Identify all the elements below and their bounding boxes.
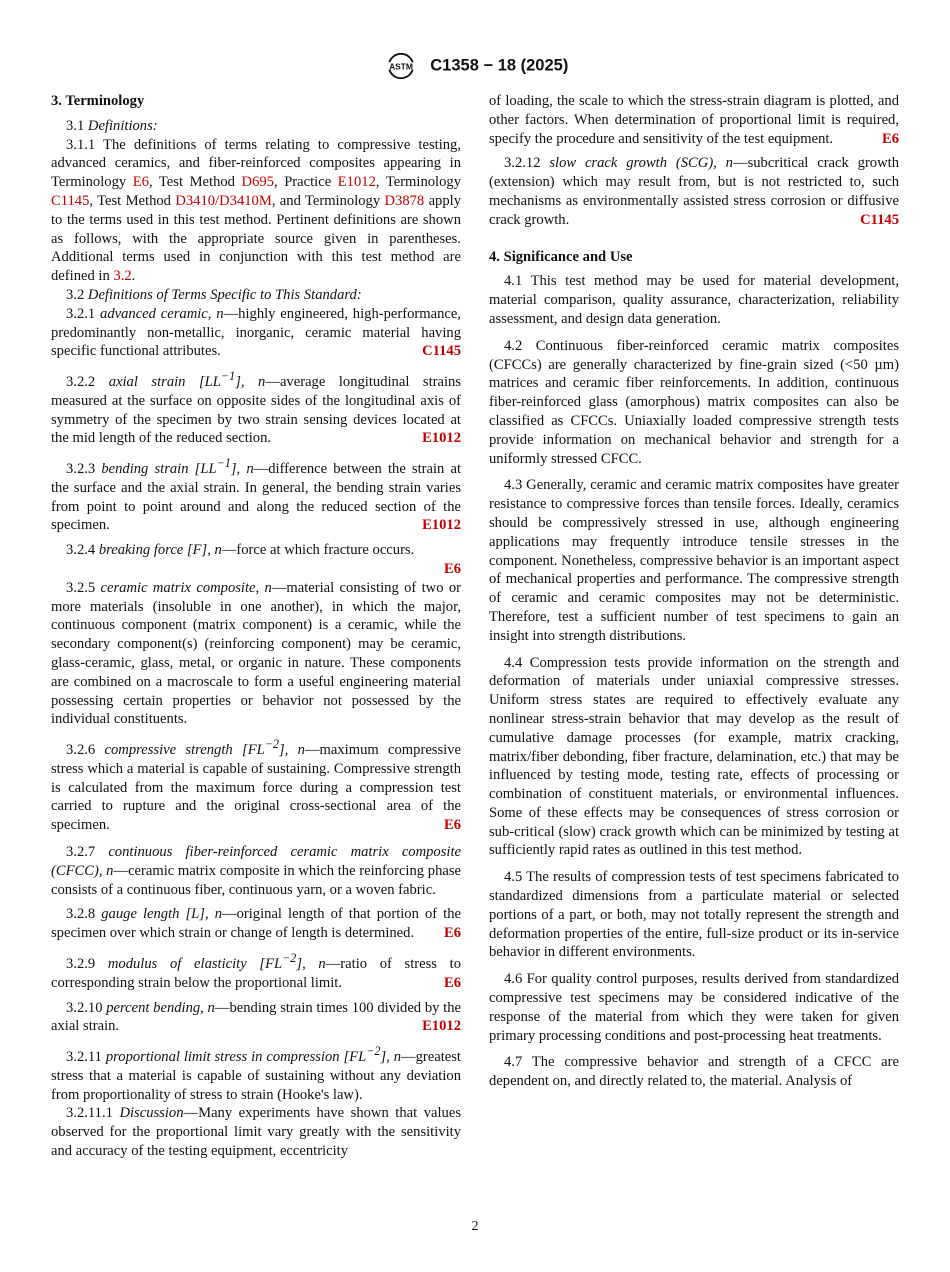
ref-link[interactable]: E1012 bbox=[422, 517, 461, 534]
ref-link[interactable]: C1145 bbox=[860, 211, 899, 228]
ref-link[interactable]: E6 bbox=[443, 817, 461, 834]
definition-3-2-11: 3.2.11 proportional limit stress in compression $[FL^{-2}]$, n—greatest stress that a material is capable of sustaining without any deviation from proportionality of stress to strain (Hooke's law). bbox=[51, 1044, 461, 1103]
definition-3-2-4: 3.2.4 breaking force [F], n—force at which fracture occurs. E6 bbox=[66, 542, 461, 578]
definition-3-2-11-1: 3.2.11.1 Discussion—Many experiments have shown that values observed for the proportional limit vary greatly with the sensitivity and accuracy of the testing equipment, eccentricity bbox=[51, 1105, 461, 1159]
standard-designation: C1358 − 18 (2025) bbox=[430, 56, 569, 75]
paragraph-3-1: 3.1 Definitions: bbox=[66, 117, 158, 134]
definition-3-2-12: 3.2.12 slow crack growth (SCG), n—subcritical crack growth (extension) which may result from, but is not restricted to, such mechanisms as environmentally assisted stress corrosion or diffusive crack growth. C1145 bbox=[489, 155, 899, 228]
ref-link[interactable]: D695 bbox=[241, 174, 274, 191]
paragraph-4-6: 4.6 For quality control purposes, results derived from standardized compressive test specimens may be considered indicative of the response of the material from which they were taken for given primary processing conditions and post-processing heat treatments. bbox=[489, 971, 899, 1044]
ref-link[interactable]: 3.2 bbox=[113, 268, 132, 285]
page-header bbox=[0, 51, 950, 81]
definition-3-2-5: 3.2.5 ceramic matrix composite, n—material consisting of two or more materials (insoluble in one another), in which the major, continuous component (matrix component) is a ceramic, while the secondary component(s) (reinforcing component) may be ceramic, glass-ceramic, glass, metal, or organic in nature. These components are combined on a macroscale to form a useful engineering material possessing certain properties or behavior not possessed by the individual constituents. bbox=[51, 579, 461, 728]
ref-link[interactable]: C1145 bbox=[51, 192, 90, 209]
section-heading-significance: 4. Significance and Use bbox=[489, 248, 633, 265]
definition-3-2-10: 3.2.10 percent bending, n—bending strain times 100 divided by the axial strain. E1012 bbox=[51, 999, 461, 1035]
page-number: 2 bbox=[471, 1219, 479, 1234]
paragraph-4-5: 4.5 The results of compression tests of test specimens fabricated to standardized dimensions from a particulate material or selected portions of a part, or both, may not totally represent the strength and deformation properties of the entire, full-size product or its in-service behavior in different environments. bbox=[489, 869, 899, 961]
left-column bbox=[51, 92, 461, 1161]
ref-link[interactable]: E6 bbox=[443, 925, 461, 942]
definition-3-2-6: 3.2.6 compressive strength $[FL^{-2}]$, n—maximum compressive stress which a material is capable of sustaining. Compressive strength is calculated from the maximum force during a compression test carried to rupture and the original cross-sectional area of the specimen. E6 bbox=[51, 737, 461, 834]
paragraph-4-3: 4.3 Generally, ceramic and ceramic matrix composites have greater resistance to compressive forces than tensile forces. Ideally, ceramics should be compressively stressed in use, although engineering applications may frequently introduce tensile stresses in the component. Nonetheless, compressive behavior is an important aspect of mechanical properties and performance. The compressive strength of ceramic and ceramic composites may not be deterministic. Therefore, test a sufficient number of test specimens to gain an insight into strength distributions. bbox=[489, 477, 899, 644]
definition-3-2-3: 3.2.3 bending strain $[LL^{-1}]$, n—difference between the strain at the surface and the axial strain. In general, the bending strain varies from point to point around and along the reduced section of the specimen. E1012 bbox=[51, 456, 462, 534]
definition-3-2-9: 3.2.9 modulus of elasticity $[FL^{-2}]$, n—ratio of stress to corresponding strain below the proportional limit. E6 bbox=[51, 951, 461, 991]
right-column bbox=[489, 92, 899, 1091]
ref-link[interactable]: E1012 bbox=[422, 430, 461, 447]
definition-3-2-7: 3.2.7 continuous fiber-reinforced ceramic matrix composite (CFCC), n—ceramic matrix composite in which the reinforcing phase consists of a continuous fiber, continuous yarn, or a woven fabric. bbox=[51, 844, 461, 898]
definition-3-2-2: 3.2.2 axial strain $[LL^{-1}]$, n—average longitudinal strains measured at the surface on opposite sides of the longitudinal axis of symmetry of the specimen by two strain sensing devices located at the mid length of the reduced section. E1012 bbox=[51, 369, 461, 447]
svg-text:ASTM: ASTM bbox=[388, 61, 413, 72]
ref-link[interactable]: C1145 bbox=[422, 343, 461, 360]
paragraph-3-1-1: 3.1.1 The definitions of terms relating to compressive testing, advanced ceramics, and fiber-reinforced composites appearing in Terminology E6, Test Method D695, Practice E1012, Terminology C1145, Test Method D3410/D3410M, and Terminology D3878 apply to the terms used in this test method. Pertinent definitions are shown as follows, with the appropriate source given in parentheses. Additional terms used in conjunction with this test method are defined in 3.2. bbox=[51, 136, 461, 285]
ref-link[interactable]: E1012 bbox=[337, 174, 376, 191]
ref-link[interactable]: D3410/D3410M bbox=[175, 192, 272, 209]
astm-logo-icon bbox=[382, 51, 420, 81]
ref-link[interactable]: E6 bbox=[881, 130, 899, 147]
definition-3-2-1: 3.2.1 advanced ceramic, n—highly engineered, high-performance, predominantly non-metallic, inorganic, ceramic material having specific functional attributes. C1145 bbox=[51, 305, 461, 360]
ref-link[interactable]: E6 bbox=[443, 561, 461, 578]
paragraph-3-2: 3.2 Definitions of Terms Specific to This Standard: bbox=[66, 286, 362, 303]
paragraph-4-1: 4.1 This test method may be used for material development, material comparison, quality assurance, characterization, reliability assessment, and design data generation. bbox=[489, 273, 899, 327]
paragraph-4-4: 4.4 Compression tests provide information on the strength and deformation of materials under uniaxial compressive stresses. Uniform stress states are required to effectively evaluate any nonlinear stress-strain behavior that may develop as the result of cumulative damage processes (for example, matrix cracking, matrix/fiber debonding, fiber fracture, delamination, etc.) that may be influenced by testing mode, testing rate, effects of processing or combination of constituent materials, or environmental influences. Some of these effects may be consequences of stress corrosion or sub-critical (slow) crack growth which can be minimized by testing at sufficiently rapid rates as outlined in this test method. bbox=[489, 654, 899, 859]
definition-3-2-8: 3.2.8 gauge length [L], n—original length of that portion of the specimen over which strain or change of length is determined. E6 bbox=[51, 906, 461, 942]
ref-link[interactable]: D3878 bbox=[384, 192, 425, 209]
ref-link[interactable]: E6 bbox=[132, 174, 149, 191]
ref-link[interactable]: E6 bbox=[443, 974, 461, 991]
paragraph-4-2: 4.2 Continuous fiber-reinforced ceramic matrix composites (CFCCs) are generally characterized by fine-grain sized (<50 µm) matrices and ceramic fiber reinforcements. In addition, continuous fiber-reinforced glass (amorphous) matrix composites can also be classified as CFCCs. Uniaxially loaded compressive strength tests provide information on mechanical behavior and strength for a uniformly stressed CFCC. bbox=[489, 337, 899, 467]
paragraph-4-7: 4.7 The compressive behavior and strength of a CFCC are dependent on, and directly related to, the material. Analysis of bbox=[489, 1054, 899, 1090]
continued-paragraph: of loading, the scale to which the stress-strain diagram is plotted, and other factors. When determination of proportional limit is required, specify the procedure and sensitivity of the test equipment. E6 bbox=[489, 93, 899, 147]
section-heading-terminology: 3. Terminology bbox=[51, 93, 145, 109]
ref-link[interactable]: E1012 bbox=[422, 1018, 461, 1035]
